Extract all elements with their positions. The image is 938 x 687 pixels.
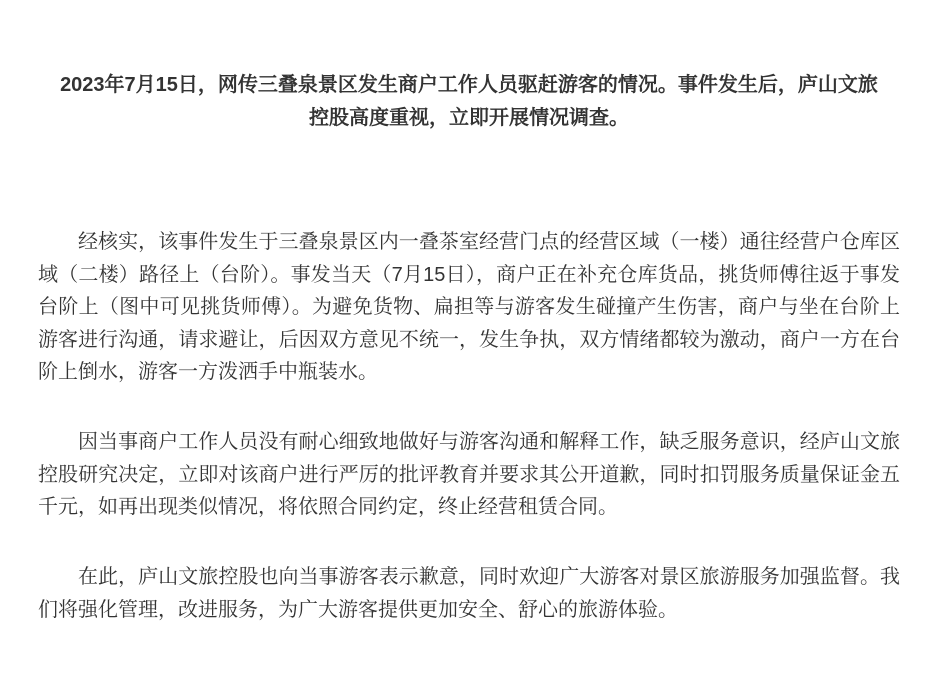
article-headline [38, 69, 900, 135]
article-body [38, 0, 900, 626]
article-paragraph-2: 因当事商户工作人员没有耐心细致地做好与游客沟通和解释工作，缺乏服务意识，经庐山文旅控股研究决定，立即对该商户进行严厉的批评教育并要求其公开道歉，同时扣罚服务质量保证金五千元，如再出现类似情况，将依照合同约定，终止经营租赁合同。 [38, 431, 900, 518]
article-paragraph-3: 在此，庐山文旅控股也向当事游客表示歉意，同时欢迎广大游客对景区旅游服务加强监督。我们将强化管理，改进服务，为广大游客提供更加安全、舒心的旅游体验。 [38, 566, 900, 621]
article-paragraph-1: 经核实，该事件发生于三叠泉景区内一叠茶室经营门点的经营区域（一楼）通往经营户仓库区域（二楼）路径上（台阶）。事发当天（7月15日），商户正在补充仓库货品，挑货师傅往返于事发台阶上（图中可见挑货师傅）。为避免货物、扁担等与游客发生碰撞产生伤害，商户与坐在台阶上游客进行沟通，请求避让，后因双方意见不统一，发生争执，双方情绪都较为激动，商户一方在台阶上倒水，游客一方泼洒手中瓶装水。 [38, 231, 900, 383]
headline-line-2: 控股高度重视，立即开展情况调查。 [309, 107, 629, 129]
headline-line-1: 2023年7月15日，网传三叠泉景区发生商户工作人员驱赶游客的情况。事件发生后，庐山文旅 [60, 74, 878, 96]
